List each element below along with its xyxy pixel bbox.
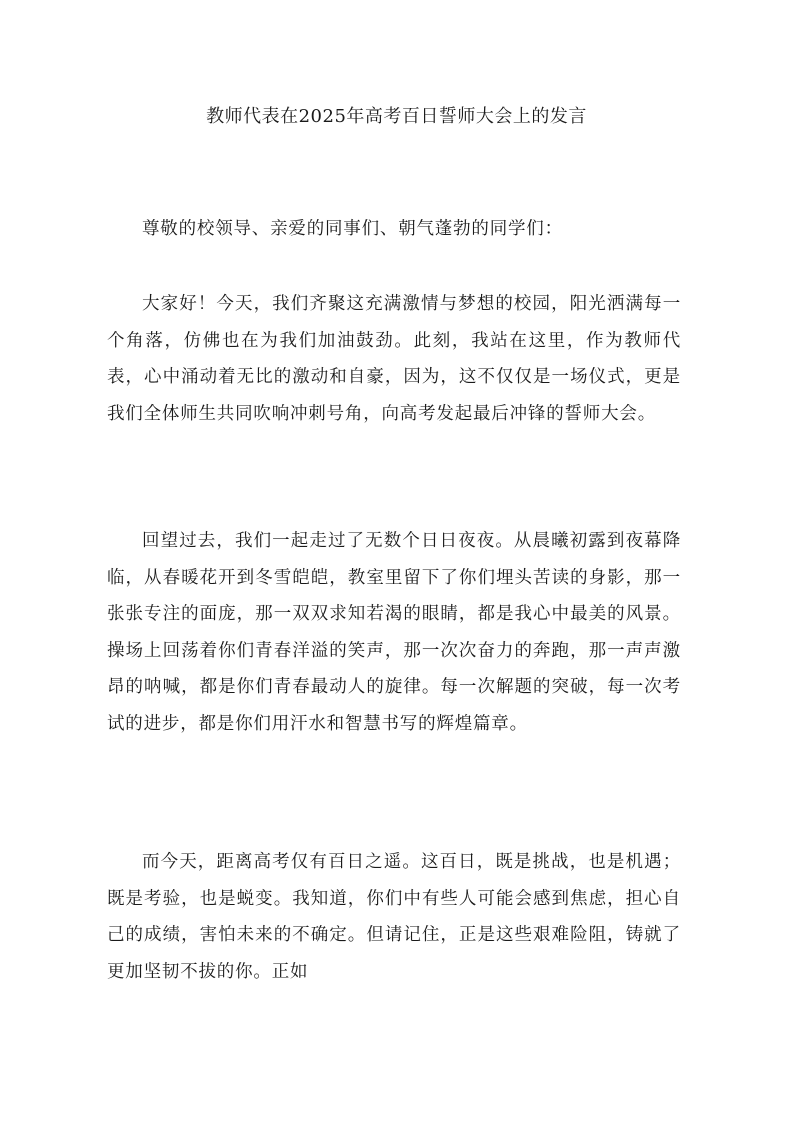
paragraph-hundred-days: 而今天，距离高考仅有百日之遥。这百日，既是挑战，也是机遇；既是考验，也是蜕变。我知道，你们中有些人可能会感到焦虑，担心自己的成绩，害怕未来的不确定。但请记住，正是这些艰难险阻，铸就了更加坚韧不拔的你。正如: [107, 852, 681, 982]
paragraph-opening: 大家好！今天，我们齐聚这充满激情与梦想的校园，阳光洒满每一个角落，仿佛也在为我们加油鼓劲。此刻，我站在这里，作为教师代表，心中涌动着无比的激动和自豪，因为，这不仅仅是一场仪式，更是我们全体师生共同吹响冲刺号角，向高考发起最后冲锋的誓师大会。: [107, 294, 681, 424]
paragraph-retrospect: 回望过去，我们一起走过了无数个日日夜夜。从晨曦初露到夜幕降临，从春暖花开到冬雪皑皑，教室里留下了你们埋头苦读的身影，那一张张专注的面庞，那一双双求知若渴的眼睛，都是我心中最美的风景。操场上回荡着你们青春洋溢的笑声，那一次次奋力的奔跑，那一声声激昂的呐喊，都是你们青春最动人的旋律。每一次解题的突破，每一次考试的进步，都是你们用汗水和智慧书写的辉煌篇章。: [107, 531, 681, 734]
salutation: 尊敬的校领导、亲爱的同事们、朝气蓬勃的同学们：: [142, 219, 563, 239]
document-title: 教师代表在2025年高考百日誓师大会上的发言: [206, 106, 587, 127]
